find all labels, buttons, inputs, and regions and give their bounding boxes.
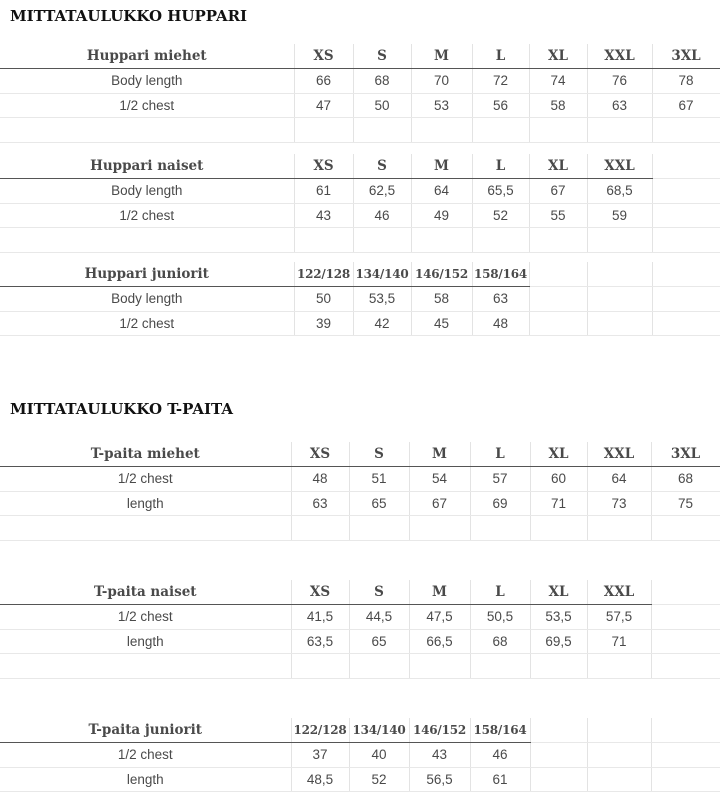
hoodie-table-3 xyxy=(0,262,720,336)
size-header: S xyxy=(353,44,411,69)
measurement-value: 50 xyxy=(294,287,353,312)
measurement-value: 65 xyxy=(349,629,409,654)
measurement-value: 47,5 xyxy=(409,605,470,630)
size-header: XXL xyxy=(587,44,652,69)
empty-cell xyxy=(530,767,587,792)
measurement-value: 48 xyxy=(472,311,529,336)
table-row xyxy=(0,69,720,94)
size-header: M xyxy=(409,442,470,467)
measurement-label: length xyxy=(0,767,291,792)
measurement-value: 72 xyxy=(472,69,529,94)
table-heading: Huppari miehet xyxy=(0,44,294,69)
size-header: XXL xyxy=(587,154,652,179)
size-header: XL xyxy=(529,44,587,69)
empty-cell xyxy=(652,203,720,228)
empty-cell xyxy=(587,287,652,312)
size-header: 134/140 xyxy=(349,718,409,743)
empty-cell xyxy=(529,287,587,312)
size-header: XS xyxy=(294,44,353,69)
empty-cell xyxy=(409,654,470,679)
hoodie-size-chart xyxy=(0,0,720,340)
measurement-value: 46 xyxy=(353,203,411,228)
empty-cell xyxy=(587,654,651,679)
empty-cell xyxy=(652,287,720,312)
size-header: XS xyxy=(291,580,349,605)
tshirt-table-3 xyxy=(0,718,720,792)
empty-cell xyxy=(651,516,720,541)
measurement-value: 66 xyxy=(294,69,353,94)
table-row xyxy=(0,605,720,630)
empty-cell xyxy=(587,718,651,743)
table-heading: T-paita juniorit xyxy=(0,718,291,743)
measurement-value: 78 xyxy=(652,69,720,94)
measurement-value: 56,5 xyxy=(409,767,470,792)
measurement-value: 48,5 xyxy=(291,767,349,792)
empty-cell xyxy=(529,118,587,143)
measurement-value: 64 xyxy=(587,467,651,492)
measurement-value: 68 xyxy=(470,629,530,654)
measurement-value: 67 xyxy=(652,93,720,118)
measurement-value: 62,5 xyxy=(353,179,411,204)
empty-cell xyxy=(411,228,472,253)
empty-cell xyxy=(530,654,587,679)
empty-cell xyxy=(472,118,529,143)
measurement-value: 37 xyxy=(291,743,349,768)
measurement-value: 57 xyxy=(470,467,530,492)
measurement-value: 57,5 xyxy=(587,605,651,630)
measurement-label: 1/2 chest xyxy=(0,605,291,630)
measurement-label: length xyxy=(0,629,291,654)
measurement-value: 51 xyxy=(349,467,409,492)
measurement-value: 71 xyxy=(587,629,651,654)
empty-cell xyxy=(652,262,720,287)
measurement-label: length xyxy=(0,491,291,516)
size-header: 146/152 xyxy=(411,262,472,287)
measurement-value: 58 xyxy=(529,93,587,118)
measurement-value: 60 xyxy=(530,467,587,492)
table-row xyxy=(0,467,720,492)
empty-cell xyxy=(651,580,720,605)
empty-cell xyxy=(652,118,720,143)
empty-cell xyxy=(587,767,651,792)
measurement-value: 43 xyxy=(294,203,353,228)
size-header: 134/140 xyxy=(353,262,411,287)
measurement-value: 53,5 xyxy=(530,605,587,630)
size-header: M xyxy=(409,580,470,605)
measurement-label: Body length xyxy=(0,179,294,204)
measurement-label: 1/2 chest xyxy=(0,93,294,118)
measurement-value: 73 xyxy=(587,491,651,516)
empty-cell xyxy=(530,516,587,541)
measurement-value: 48 xyxy=(291,467,349,492)
measurement-label: 1/2 chest xyxy=(0,203,294,228)
empty-cell xyxy=(470,516,530,541)
table-heading: T-paita naiset xyxy=(0,580,291,605)
measurement-value: 40 xyxy=(349,743,409,768)
table-row xyxy=(0,767,720,792)
measurement-label: 1/2 chest xyxy=(0,311,294,336)
measurement-value: 76 xyxy=(587,69,652,94)
empty-cell xyxy=(294,228,353,253)
size-header: 158/164 xyxy=(472,262,529,287)
size-header: L xyxy=(472,44,529,69)
table-row xyxy=(0,93,720,118)
table-row xyxy=(0,491,720,516)
empty-cell xyxy=(294,118,353,143)
size-header: M xyxy=(411,154,472,179)
tshirt-size-chart xyxy=(0,378,720,801)
measurement-value: 52 xyxy=(349,767,409,792)
empty-cell xyxy=(651,718,720,743)
measurement-value: 52 xyxy=(472,203,529,228)
empty-cell xyxy=(587,516,651,541)
table-row xyxy=(0,203,720,228)
empty-cell xyxy=(470,654,530,679)
measurement-label: 1/2 chest xyxy=(0,467,291,492)
hoodie-chart-title: MITTATAULUKKO HUPPARI xyxy=(10,7,248,25)
size-header: XL xyxy=(530,580,587,605)
measurement-value: 46 xyxy=(470,743,530,768)
table-heading: T-paita miehet xyxy=(0,442,291,467)
empty-cell xyxy=(349,654,409,679)
size-header: 3XL xyxy=(651,442,720,467)
empty-cell xyxy=(529,262,587,287)
measurement-value: 59 xyxy=(587,203,652,228)
empty-cell xyxy=(652,154,720,179)
empty-cell xyxy=(587,118,652,143)
hoodie-table-1 xyxy=(0,44,720,143)
measurement-value: 44,5 xyxy=(349,605,409,630)
empty-cell xyxy=(409,516,470,541)
empty-cell xyxy=(530,743,587,768)
empty-cell xyxy=(0,228,294,253)
empty-cell xyxy=(652,228,720,253)
empty-cell xyxy=(349,516,409,541)
empty-cell xyxy=(652,179,720,204)
measurement-value: 66,5 xyxy=(409,629,470,654)
measurement-value: 58 xyxy=(411,287,472,312)
tshirt-table-1 xyxy=(0,442,720,541)
empty-cell xyxy=(472,228,529,253)
empty-cell xyxy=(529,311,587,336)
size-header: XL xyxy=(530,442,587,467)
empty-cell xyxy=(651,654,720,679)
measurement-value: 43 xyxy=(409,743,470,768)
measurement-label: Body length xyxy=(0,287,294,312)
table-row xyxy=(0,743,720,768)
empty-cell xyxy=(530,718,587,743)
size-header: 158/164 xyxy=(470,718,530,743)
measurement-value: 63 xyxy=(291,491,349,516)
measurement-value: 47 xyxy=(294,93,353,118)
size-header: M xyxy=(411,44,472,69)
measurement-value: 54 xyxy=(409,467,470,492)
measurement-value: 61 xyxy=(294,179,353,204)
empty-cell xyxy=(411,118,472,143)
empty-cell xyxy=(0,118,294,143)
measurement-label: Body length xyxy=(0,69,294,94)
size-header: 146/152 xyxy=(409,718,470,743)
measurement-value: 50,5 xyxy=(470,605,530,630)
size-header: 3XL xyxy=(652,44,720,69)
size-header: 122/128 xyxy=(291,718,349,743)
size-header: L xyxy=(470,442,530,467)
measurement-value: 65,5 xyxy=(472,179,529,204)
empty-cell xyxy=(353,118,411,143)
table-heading: Huppari juniorit xyxy=(0,262,294,287)
table-row xyxy=(0,629,720,654)
measurement-value: 53,5 xyxy=(353,287,411,312)
table-row xyxy=(0,179,720,204)
measurement-value: 70 xyxy=(411,69,472,94)
empty-cell xyxy=(291,516,349,541)
empty-cell xyxy=(651,743,720,768)
measurement-value: 64 xyxy=(411,179,472,204)
empty-cell xyxy=(353,228,411,253)
measurement-value: 63,5 xyxy=(291,629,349,654)
tshirt-table-2 xyxy=(0,580,720,679)
size-header: L xyxy=(470,580,530,605)
measurement-value: 42 xyxy=(353,311,411,336)
measurement-value: 56 xyxy=(472,93,529,118)
measurement-value: 41,5 xyxy=(291,605,349,630)
hoodie-table-2 xyxy=(0,154,720,253)
empty-cell xyxy=(651,767,720,792)
tshirt-chart-title: MITTATAULUKKO T-PAITA xyxy=(10,400,233,418)
measurement-value: 50 xyxy=(353,93,411,118)
empty-cell xyxy=(651,605,720,630)
size-header: 122/128 xyxy=(294,262,353,287)
measurement-value: 49 xyxy=(411,203,472,228)
measurement-value: 69 xyxy=(470,491,530,516)
measurement-value: 39 xyxy=(294,311,353,336)
empty-cell xyxy=(0,516,291,541)
measurement-value: 74 xyxy=(529,69,587,94)
size-header: XXL xyxy=(587,580,651,605)
empty-cell xyxy=(529,228,587,253)
table-row xyxy=(0,287,720,312)
size-header: XS xyxy=(294,154,353,179)
measurement-value: 63 xyxy=(472,287,529,312)
measurement-value: 45 xyxy=(411,311,472,336)
measurement-value: 68 xyxy=(651,467,720,492)
measurement-value: 69,5 xyxy=(530,629,587,654)
empty-cell xyxy=(587,228,652,253)
measurement-value: 65 xyxy=(349,491,409,516)
empty-cell xyxy=(291,654,349,679)
table-row xyxy=(0,311,720,336)
size-header: XL xyxy=(529,154,587,179)
size-header: S xyxy=(349,580,409,605)
size-header: L xyxy=(472,154,529,179)
measurement-value: 68 xyxy=(353,69,411,94)
empty-cell xyxy=(0,654,291,679)
measurement-value: 63 xyxy=(587,93,652,118)
table-heading: Huppari naiset xyxy=(0,154,294,179)
measurement-value: 53 xyxy=(411,93,472,118)
size-header: XS xyxy=(291,442,349,467)
measurement-value: 67 xyxy=(409,491,470,516)
size-header: S xyxy=(349,442,409,467)
empty-cell xyxy=(651,629,720,654)
empty-cell xyxy=(587,262,652,287)
measurement-label: 1/2 chest xyxy=(0,743,291,768)
measurement-value: 71 xyxy=(530,491,587,516)
measurement-value: 61 xyxy=(470,767,530,792)
measurement-value: 75 xyxy=(651,491,720,516)
empty-cell xyxy=(587,743,651,768)
measurement-value: 55 xyxy=(529,203,587,228)
size-header: XXL xyxy=(587,442,651,467)
size-header: S xyxy=(353,154,411,179)
measurement-value: 67 xyxy=(529,179,587,204)
empty-cell xyxy=(652,311,720,336)
empty-cell xyxy=(587,311,652,336)
measurement-value: 68,5 xyxy=(587,179,652,204)
